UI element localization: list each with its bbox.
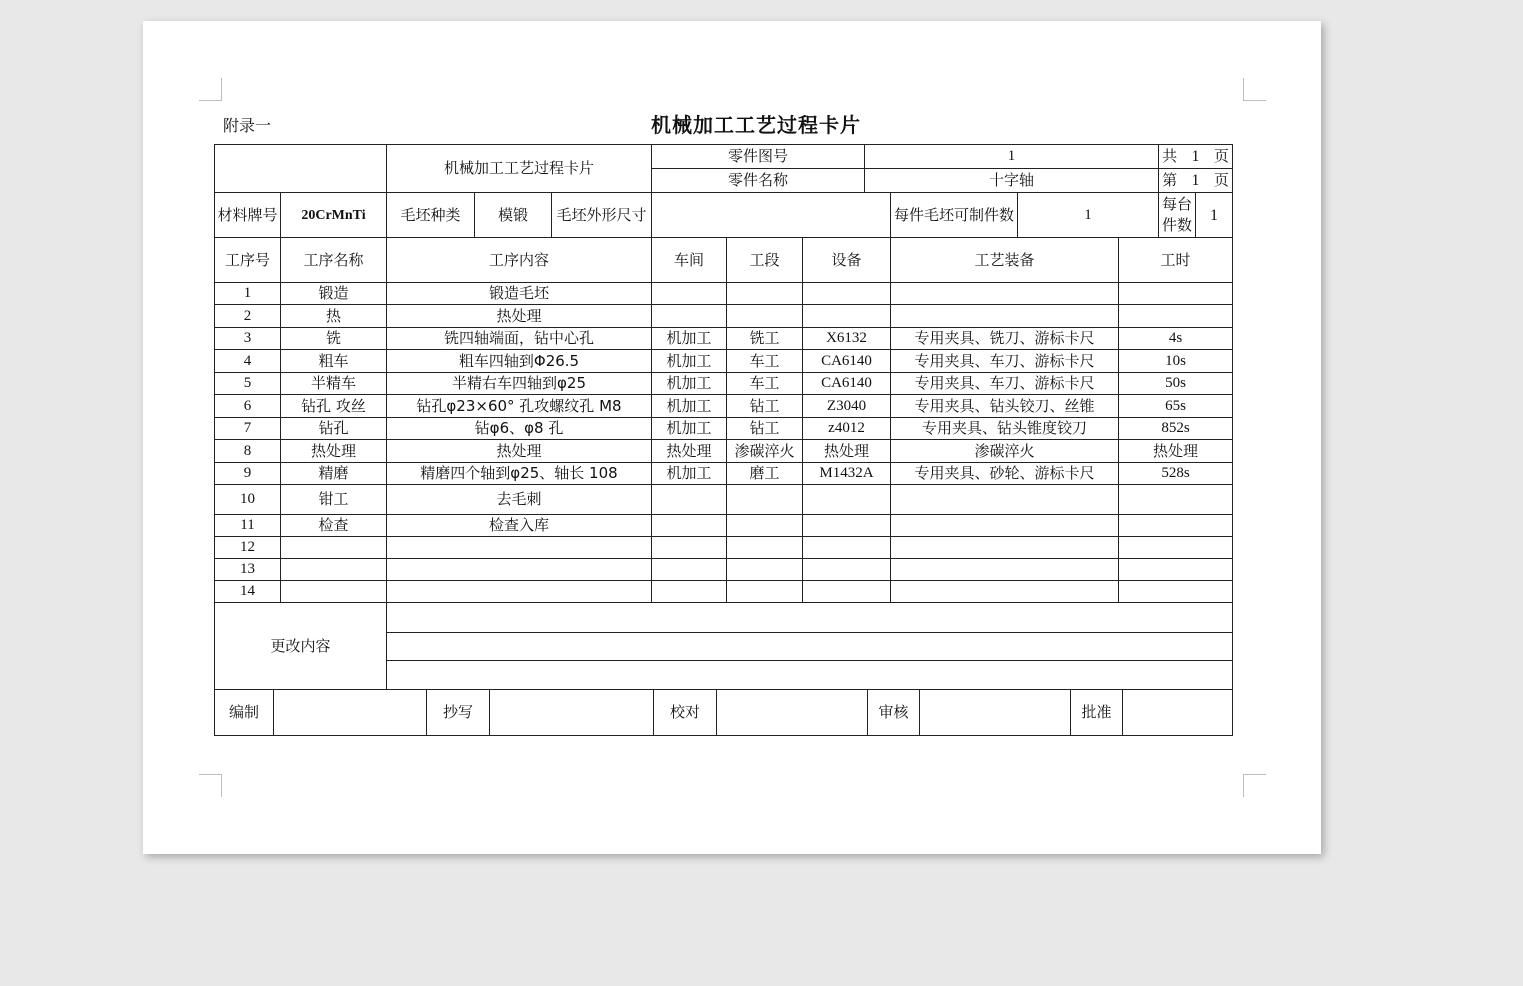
op-time [1119,537,1233,559]
table-row [215,463,1233,485]
op-no: 7 [215,418,281,440]
op-name [281,537,387,559]
op-workshop: 机加工 [652,373,727,395]
crop-mark-bottom-left [199,774,222,797]
document-page [143,21,1321,854]
signoff-reviewed-field [920,690,1071,735]
op-time [1119,305,1233,328]
op-tooling [891,559,1119,581]
signoff-reviewed-label: 审核 [868,690,920,735]
op-time: 10s [1119,350,1233,373]
col-header-no: 工序号 [215,238,281,283]
op-tooling [891,485,1119,515]
appendix-label: 附录一 [223,116,272,135]
part-name-label: 零件名称 [652,169,865,193]
op-no: 11 [215,515,281,537]
op-tooling: 专用夹具、车刀、游标卡尺 [891,373,1119,395]
op-section: 渗碳淬火 [727,440,803,463]
op-name: 检查 [281,515,387,537]
op-no: 6 [215,395,281,418]
op-name: 热处理 [281,440,387,463]
op-time [1119,485,1233,515]
op-section [727,283,803,305]
op-section [727,559,803,581]
op-no: 2 [215,305,281,328]
op-workshop [652,283,727,305]
op-workshop: 热处理 [652,440,727,463]
op-equipment: Z3040 [803,395,891,418]
op-name: 钳工 [281,485,387,515]
op-tooling [891,305,1119,328]
op-name: 粗车 [281,350,387,373]
card-name: 机械加工工艺过程卡片 [387,145,652,193]
total-pages-cell [1159,145,1233,169]
parts-per-blank-label: 每件毛坯可制件数 [891,193,1018,238]
col-header-equipment: 设备 [803,238,891,283]
op-section: 车工 [727,373,803,395]
op-content: 热处理 [387,440,652,463]
op-content: 检查入库 [387,515,652,537]
col-header-section: 工段 [727,238,803,283]
signoff-copied-label: 抄写 [427,690,490,735]
blank-type-value: 模锻 [475,193,552,238]
op-no: 12 [215,537,281,559]
table-row [215,418,1233,440]
op-section [727,581,803,603]
signoff-proofread-label: 校对 [654,690,717,735]
op-no: 13 [215,559,281,581]
op-tooling: 渗碳淬火 [891,440,1119,463]
op-name [281,559,387,581]
crop-mark-top-right [1243,78,1266,101]
op-name [281,581,387,603]
page-label-a: 第 [1162,171,1178,189]
table-row [215,537,1233,559]
op-workshop: 机加工 [652,350,727,373]
material-grade-label: 材料牌号 [215,193,281,238]
op-content: 锻造毛坯 [387,283,652,305]
table-row [215,350,1233,373]
op-tooling: 专用夹具、钻头铰刀、丝锥 [891,395,1119,418]
op-workshop [652,559,727,581]
signoff-approved-label: 批准 [1071,690,1123,735]
op-equipment: X6132 [803,328,891,350]
op-content [387,537,652,559]
crop-mark-bottom-right [1243,774,1266,797]
process-card-table [214,144,1233,736]
col-header-workshop: 车间 [652,238,727,283]
signoff-approved-field [1123,690,1232,735]
col-header-content: 工序内容 [387,238,652,283]
op-content: 热处理 [387,305,652,328]
table-row [215,581,1233,603]
header-blank-cell [215,145,387,193]
op-no: 9 [215,463,281,485]
op-no: 14 [215,581,281,603]
op-content: 铣四轴端面，钻中心孔 [387,328,652,350]
changes-line [387,661,1233,690]
table-row [215,559,1233,581]
op-name: 钻孔 [281,418,387,440]
op-time: 热处理 [1119,440,1233,463]
op-time [1119,581,1233,603]
op-section [727,537,803,559]
op-equipment [803,485,891,515]
signoff-prepared-label: 编制 [215,690,274,735]
op-workshop [652,305,727,328]
op-equipment [803,305,891,328]
op-content: 钻φ6、φ8 孔 [387,418,652,440]
op-time: 4s [1119,328,1233,350]
op-time: 50s [1119,373,1233,395]
changes-line [387,633,1233,661]
op-workshop [652,515,727,537]
total-label-b: 页 [1213,147,1229,165]
total-label-a: 共 [1162,147,1178,165]
op-tooling: 专用夹具、钻头锥度铰刀 [891,418,1119,440]
op-equipment: CA6140 [803,373,891,395]
op-content: 去毛刺 [387,485,652,515]
op-content [387,581,652,603]
page-number-value: 1 [1191,172,1200,189]
op-tooling: 专用夹具、铣刀、游标卡尺 [891,328,1119,350]
part-drawing-label: 零件图号 [652,145,865,169]
op-name: 锻造 [281,283,387,305]
op-workshop: 机加工 [652,418,727,440]
op-content: 半精右车四轴到φ25 [387,373,652,395]
op-time: 852s [1119,418,1233,440]
table-row [215,305,1233,328]
op-tooling [891,515,1119,537]
op-no: 10 [215,485,281,515]
op-name: 半精车 [281,373,387,395]
changes-line [387,603,1233,633]
parts-per-blank-value: 1 [1018,193,1159,238]
op-time: 528s [1119,463,1233,485]
op-tooling [891,283,1119,305]
op-section [727,305,803,328]
blank-type-label: 毛坯种类 [387,193,475,238]
table-row [215,515,1233,537]
per-unit-label: 每台件数 [1159,193,1196,237]
page-title: 机械加工工艺过程卡片 [651,113,861,137]
op-content: 粗车四轴到Φ26.5 [387,350,652,373]
op-equipment: 热处理 [803,440,891,463]
op-no: 8 [215,440,281,463]
op-equipment [803,581,891,603]
op-equipment: CA6140 [803,350,891,373]
op-workshop [652,485,727,515]
op-section [727,485,803,515]
op-workshop: 机加工 [652,328,727,350]
table-row [215,328,1233,350]
op-tooling [891,581,1119,603]
op-equipment [803,283,891,305]
page-label-b: 页 [1213,171,1229,189]
op-tooling: 专用夹具、车刀、游标卡尺 [891,350,1119,373]
blank-size-label: 毛坯外形尺寸 [552,193,652,238]
op-time [1119,515,1233,537]
op-no: 3 [215,328,281,350]
blank-size-value [652,193,891,238]
op-no: 1 [215,283,281,305]
crop-mark-top-left [199,78,222,101]
col-header-tooling: 工艺装备 [891,238,1119,283]
op-time: 65s [1119,395,1233,418]
signoff-copied-field [490,690,654,735]
op-content: 精磨四个轴到φ25、轴长 108 [387,463,652,485]
table-row [215,283,1233,305]
table-row [215,395,1233,418]
op-section: 铣工 [727,328,803,350]
col-header-name: 工序名称 [281,238,387,283]
op-section: 车工 [727,350,803,373]
op-no: 4 [215,350,281,373]
op-workshop: 机加工 [652,395,727,418]
page-number-cell [1159,169,1233,193]
table-row [215,440,1233,463]
table-row [215,485,1233,515]
op-content: 钻孔φ23×60° 孔攻螺纹孔 M8 [387,395,652,418]
op-time [1119,283,1233,305]
op-name: 铣 [281,328,387,350]
op-equipment: M1432A [803,463,891,485]
op-section [727,515,803,537]
op-content [387,559,652,581]
total-pages-value: 1 [1191,148,1200,165]
op-workshop [652,581,727,603]
op-name: 钻孔 攻丝 [281,395,387,418]
op-equipment [803,515,891,537]
per-unit-value: 1 [1210,206,1218,224]
op-name: 精磨 [281,463,387,485]
op-tooling [891,537,1119,559]
signoff-row [215,690,1233,736]
per-unit-cell [1159,193,1233,238]
col-header-time: 工时 [1119,238,1233,283]
op-section: 钻工 [727,395,803,418]
signoff-prepared-field [274,690,427,735]
op-time [1119,559,1233,581]
table-row [215,373,1233,395]
op-no: 5 [215,373,281,395]
material-grade-value: 20CrMnTi [281,193,387,238]
op-section: 磨工 [727,463,803,485]
part-drawing-value: 1 [865,145,1159,169]
op-equipment: z4012 [803,418,891,440]
part-name-value: 十字轴 [865,169,1159,193]
op-workshop: 机加工 [652,463,727,485]
op-workshop [652,537,727,559]
op-equipment [803,559,891,581]
signoff-proofread-field [717,690,868,735]
op-name: 热 [281,305,387,328]
op-tooling: 专用夹具、砂轮、游标卡尺 [891,463,1119,485]
changes-label: 更改内容 [215,603,387,690]
op-equipment [803,537,891,559]
op-section: 钻工 [727,418,803,440]
